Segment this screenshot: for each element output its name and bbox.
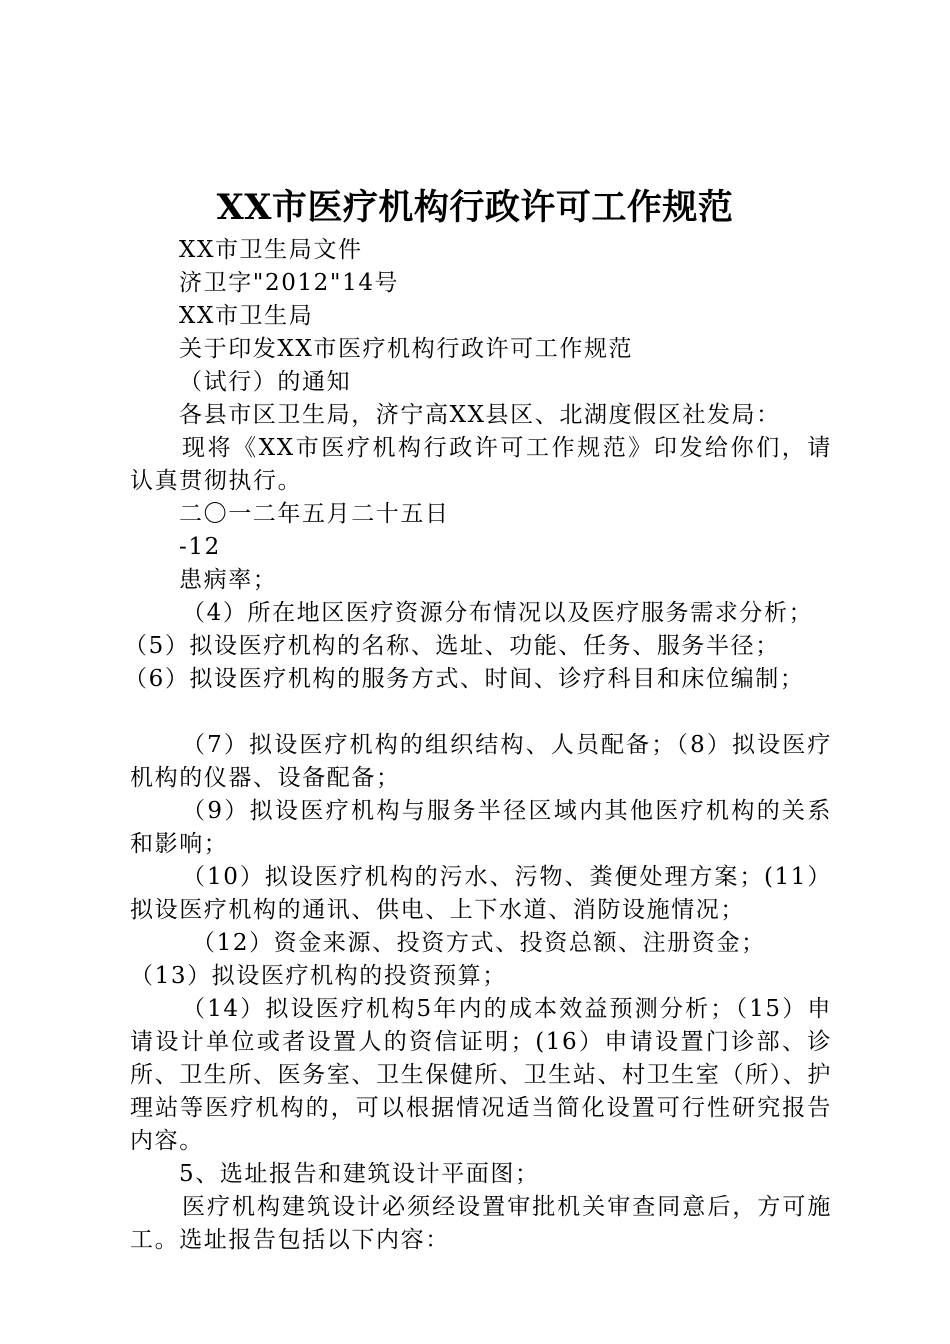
paragraph-issuer-file: XX市卫生局文件	[179, 237, 363, 263]
paragraph-item-12: （12）资金来源、投资方式、投资总额、注册资金；	[192, 930, 766, 956]
paragraph-items-7-8: （7）拟设医疗机构的组织结构、人员配备；（8）拟设医疗机构的仪器、设备配备；	[130, 732, 832, 791]
paragraph-notice: 现将《XX市医疗机构行政许可工作规范》印发给你们，请认真贯彻执行。	[130, 435, 832, 494]
paragraph-section-5: 5、选址报告和建筑设计平面图；	[179, 1161, 540, 1187]
paragraph-subject-line-2: （试行）的通知	[179, 369, 352, 395]
blank-line	[130, 696, 832, 729]
document-body	[124, 234, 832, 1257]
paragraph-page-marker: -12	[179, 534, 221, 560]
paragraph-issuer: XX市卫生局	[179, 303, 314, 329]
document-title: XX市医疗机构行政许可工作规范	[216, 187, 734, 228]
paragraph-subject-line-1: 关于印发XX市医疗机构行政许可工作规范	[179, 336, 634, 362]
paragraph-addressees: 各县市区卫生局，济宁高XX县区、北湖度假区社发局：	[179, 402, 781, 428]
paragraph-items-14-16: （14）拟设医疗机构5年内的成本效益预测分析；（15）申请设计单位或者设置人的资信证明；(16）申请设置门诊部、诊所、卫生所、医务室、卫生保健所、卫生站、村卫生室（所）、护理站等医疗机构的，可以根据情况适当简化设置可行性研究报告内容。	[130, 996, 832, 1154]
paragraph-prevalence: 患病率；	[179, 567, 278, 593]
paragraph-item-6: （6）拟设医疗机构的服务方式、时间、诊疗科目和床位编制；	[124, 666, 805, 692]
paragraph-date: 二〇一二年五月二十五日	[179, 501, 450, 527]
paragraph-items-10-11: （10）拟设医疗机构的污水、污物、粪便处理方案；(11）拟设医疗机构的通讯、供电、上下水道、消防设施情况；	[130, 864, 832, 923]
paragraph-item-5: （5）拟设医疗机构的名称、选址、功能、任务、服务半径；	[124, 633, 780, 659]
paragraph-item-4: （4）所在地区医疗资源分布情况以及医疗服务需求分析；	[182, 600, 814, 626]
paragraph-document-number: 济卫字"2012"14号	[179, 270, 400, 296]
paragraph-site-report: 医疗机构建筑设计必须经设置审批机关审查同意后，方可施工。选址报告包括以下内容：	[130, 1194, 832, 1253]
paragraph-item-13: （13）拟设医疗机构的投资预算；	[130, 963, 507, 989]
paragraph-item-9: （9）拟设医疗机构与服务半径区域内其他医疗机构的关系和影响；	[130, 798, 832, 857]
